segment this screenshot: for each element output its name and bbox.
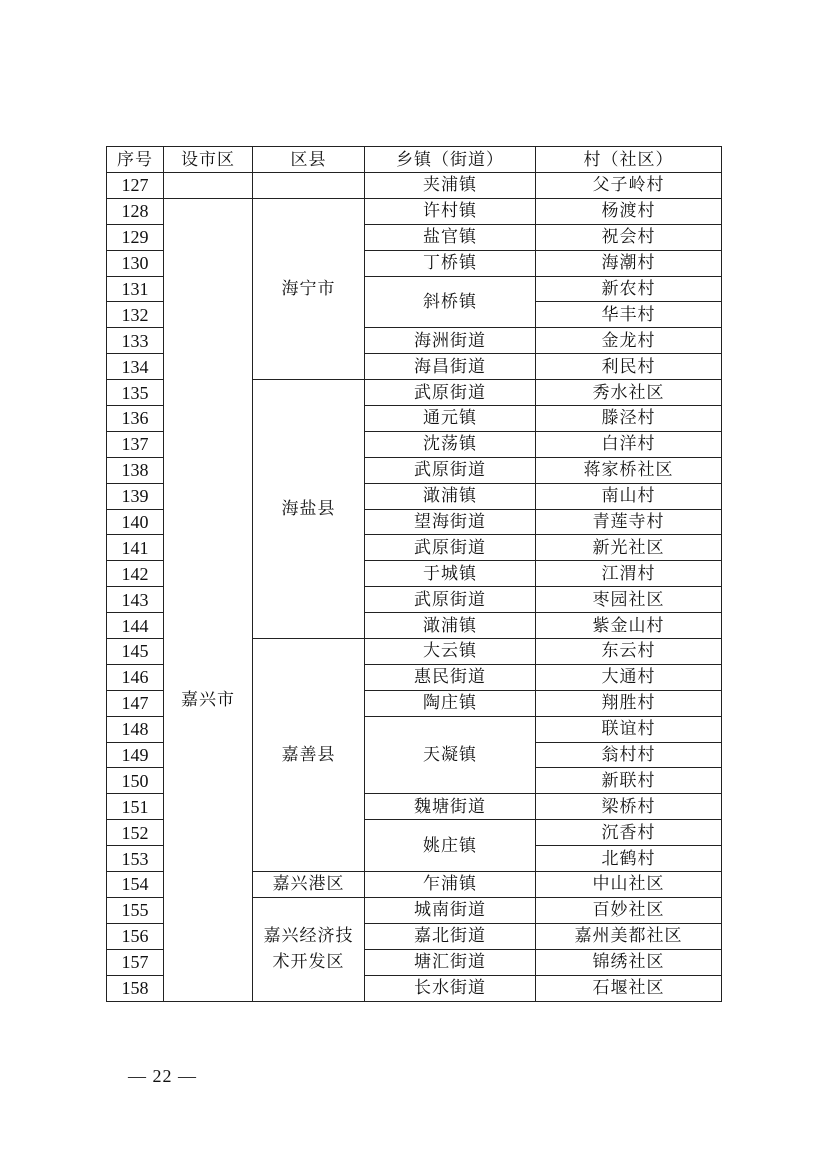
town-cell: 姚庄镇 xyxy=(365,820,536,872)
village-cell: 杨渡村 xyxy=(536,198,722,224)
village-cell: 沉香村 xyxy=(536,820,722,846)
header-county: 区县 xyxy=(253,147,365,173)
row-index: 148 xyxy=(107,716,164,742)
row-index: 149 xyxy=(107,742,164,768)
town-cell: 丁桥镇 xyxy=(365,250,536,276)
village-cell: 嘉州美都社区 xyxy=(536,923,722,949)
row-index: 157 xyxy=(107,949,164,975)
village-cell: 翁村村 xyxy=(536,742,722,768)
town-cell: 陶庄镇 xyxy=(365,690,536,716)
town-cell: 海昌街道 xyxy=(365,354,536,380)
row-index: 128 xyxy=(107,198,164,224)
town-cell: 天凝镇 xyxy=(365,716,536,794)
town-cell: 大云镇 xyxy=(365,639,536,665)
county-cell: 嘉兴港区 xyxy=(253,872,365,898)
village-cell: 海潮村 xyxy=(536,250,722,276)
county-cell: 嘉善县 xyxy=(253,639,365,872)
row-index: 133 xyxy=(107,328,164,354)
village-cell: 锦绣社区 xyxy=(536,949,722,975)
row-index: 138 xyxy=(107,457,164,483)
village-cell: 秀水社区 xyxy=(536,380,722,406)
village-cell: 中山社区 xyxy=(536,872,722,898)
row-index: 134 xyxy=(107,354,164,380)
town-cell: 惠民街道 xyxy=(365,664,536,690)
row-index: 155 xyxy=(107,897,164,923)
town-cell: 沈荡镇 xyxy=(365,431,536,457)
town-cell: 城南街道 xyxy=(365,897,536,923)
header-town: 乡镇（街道） xyxy=(365,147,536,173)
row-index: 140 xyxy=(107,509,164,535)
row-index: 132 xyxy=(107,302,164,328)
village-cell: 南山村 xyxy=(536,483,722,509)
row-index: 142 xyxy=(107,561,164,587)
county-cell: 嘉兴经济技术开发区 xyxy=(253,897,365,1001)
town-cell: 通元镇 xyxy=(365,406,536,432)
town-cell: 魏塘街道 xyxy=(365,794,536,820)
village-cell: 江渭村 xyxy=(536,561,722,587)
row-index: 154 xyxy=(107,872,164,898)
row-index: 139 xyxy=(107,483,164,509)
row-index: 130 xyxy=(107,250,164,276)
village-cell: 枣园社区 xyxy=(536,587,722,613)
village-cell: 百妙社区 xyxy=(536,897,722,923)
row-index: 151 xyxy=(107,794,164,820)
town-cell: 塘汇街道 xyxy=(365,949,536,975)
county-cell xyxy=(253,173,365,199)
town-cell: 嘉北街道 xyxy=(365,923,536,949)
town-cell: 望海街道 xyxy=(365,509,536,535)
town-cell: 夹浦镇 xyxy=(365,173,536,199)
village-cell: 联谊村 xyxy=(536,716,722,742)
table-header-row xyxy=(107,147,722,173)
village-cell: 新联村 xyxy=(536,768,722,794)
row-index: 153 xyxy=(107,846,164,872)
header-village: 村（社区） xyxy=(536,147,722,173)
town-cell: 澉浦镇 xyxy=(365,483,536,509)
village-cell: 石堰社区 xyxy=(536,975,722,1001)
row-index: 147 xyxy=(107,690,164,716)
town-cell: 乍浦镇 xyxy=(365,872,536,898)
village-cell: 白洋村 xyxy=(536,431,722,457)
village-cell: 东云村 xyxy=(536,639,722,665)
row-index: 145 xyxy=(107,639,164,665)
header-index: 序号 xyxy=(107,147,164,173)
village-cell: 新光社区 xyxy=(536,535,722,561)
table-row xyxy=(107,173,722,199)
town-cell: 盐官镇 xyxy=(365,224,536,250)
row-index: 135 xyxy=(107,380,164,406)
row-index: 127 xyxy=(107,173,164,199)
village-cell: 父子岭村 xyxy=(536,173,722,199)
village-cell: 滕泾村 xyxy=(536,406,722,432)
page-number: — 22 — xyxy=(128,1066,197,1086)
town-cell: 武原街道 xyxy=(365,535,536,561)
village-cell: 青莲寺村 xyxy=(536,509,722,535)
header-city: 设市区 xyxy=(164,147,253,173)
row-index: 150 xyxy=(107,768,164,794)
row-index: 152 xyxy=(107,820,164,846)
town-cell: 海洲街道 xyxy=(365,328,536,354)
village-cell: 祝会村 xyxy=(536,224,722,250)
village-cell: 北鹤村 xyxy=(536,846,722,872)
town-cell: 斜桥镇 xyxy=(365,276,536,328)
county-cell: 海宁市 xyxy=(253,198,365,379)
town-cell: 澉浦镇 xyxy=(365,613,536,639)
town-cell: 于城镇 xyxy=(365,561,536,587)
village-cell: 利民村 xyxy=(536,354,722,380)
village-cell: 翔胜村 xyxy=(536,690,722,716)
village-cell: 新农村 xyxy=(536,276,722,302)
village-cell: 紫金山村 xyxy=(536,613,722,639)
village-cell: 蒋家桥社区 xyxy=(536,457,722,483)
city-cell: 嘉兴市 xyxy=(164,198,253,1001)
village-cell: 华丰村 xyxy=(536,302,722,328)
town-cell: 武原街道 xyxy=(365,457,536,483)
row-index: 131 xyxy=(107,276,164,302)
row-index: 158 xyxy=(107,975,164,1001)
village-cell: 梁桥村 xyxy=(536,794,722,820)
town-cell: 武原街道 xyxy=(365,587,536,613)
town-cell: 长水街道 xyxy=(365,975,536,1001)
village-cell: 大通村 xyxy=(536,664,722,690)
row-index: 137 xyxy=(107,431,164,457)
city-cell xyxy=(164,173,253,199)
village-list-table xyxy=(106,146,722,1002)
town-cell: 许村镇 xyxy=(365,198,536,224)
row-index: 143 xyxy=(107,587,164,613)
county-cell: 海盐县 xyxy=(253,380,365,639)
row-index: 144 xyxy=(107,613,164,639)
village-cell: 金龙村 xyxy=(536,328,722,354)
row-index: 141 xyxy=(107,535,164,561)
row-index: 156 xyxy=(107,923,164,949)
table-row xyxy=(107,198,722,224)
town-cell: 武原街道 xyxy=(365,380,536,406)
row-index: 129 xyxy=(107,224,164,250)
row-index: 146 xyxy=(107,664,164,690)
row-index: 136 xyxy=(107,406,164,432)
